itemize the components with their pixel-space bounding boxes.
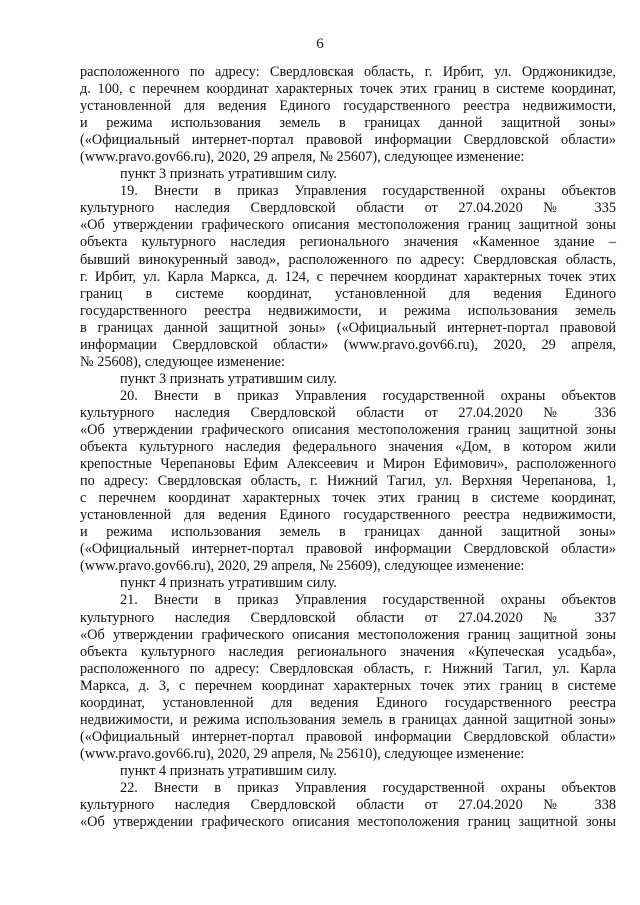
text-line: «Об утверждении графического описания местоположения границ защитной зоны: [80, 421, 616, 438]
text-line: расположенного по адресу: Свердловская область, г. Ирбит, ул. Орджоникидзе,: [80, 64, 616, 80]
document-body: [80, 64, 616, 831]
text-line: информации Свердловской области» (www.pravo.gov66.ru), 2020, 29 апреля,: [80, 336, 616, 353]
text-line: по адресу: Свердловская область, г. Нижний Тагил, ул. Верхняя Черепанова, 1,: [80, 473, 616, 490]
text-line: координат, установленной для ведения Единого государственного реестра: [80, 694, 616, 711]
text-line: 19. Внести в приказ Управления государственной охраны объектов: [120, 183, 616, 200]
text-line: пункт 3 признать утратившим силу.: [120, 370, 337, 387]
text-line: с перечнем координат характерных точек этих границ в системе координат,: [80, 490, 616, 507]
text-line: установленной для ведения Единого государственного реестра недвижимости,: [80, 507, 616, 524]
text-line: Маркса, д. 3, с перечнем координат характерных точек этих границ в системе: [80, 677, 616, 694]
text-line: культурного наследия Свердловской области от 27.04.2020 № 337: [80, 609, 616, 626]
text-line: границ в системе координат, установленной для ведения Единого: [80, 285, 616, 302]
text-line: крепостные Черепановы Ефим Алексеевич и Мирон Ефимович», расположенного: [80, 456, 616, 473]
text-line: (www.pravo.gov66.ru), 2020, 29 апреля, № 25609), следующее изменение:: [80, 558, 525, 575]
text-line: г. Ирбит, ул. Карла Маркса, д. 124, с перечнем координат характерных точек этих: [80, 268, 616, 285]
text-line: д. 100, с перечнем координат характерных точек этих границ в системе координат,: [80, 81, 616, 98]
text-line: пункт 4 признать утратившим силу.: [120, 762, 337, 779]
text-line: пункт 4 признать утратившим силу.: [120, 575, 337, 592]
text-line: культурного наследия Свердловской области от 27.04.2020 № 338: [80, 797, 616, 814]
text-line: 21. Внести в приказ Управления государственной охраны объектов: [120, 592, 616, 609]
text-line: бывший винокуренный завод», расположенного по адресу: Свердловская область,: [80, 251, 616, 268]
text-line: государственного реестра недвижимости, и режима использования земель: [80, 302, 616, 319]
text-line: недвижимости, и режима использования земель в границах данной защитной зоны»: [80, 711, 616, 728]
text-line: культурного наследия Свердловской области от 27.04.2020 № 335: [80, 200, 616, 217]
text-line: культурного наследия Свердловской области от 27.04.2020 № 336: [80, 404, 616, 421]
text-line: объекта культурного наследия федерального значения «Дом, в котором жили: [80, 439, 616, 456]
text-line: расположенного по адресу: Свердловская область, г. Нижний Тагил, ул. Карла: [80, 660, 616, 677]
text-line: 22. Внести в приказ Управления государственной охраны объектов: [120, 779, 616, 796]
text-line: (www.pravo.gov66.ru), 2020, 29 апреля, № 25610), следующее изменение:: [80, 745, 525, 762]
text-line: установленной для ведения Единого государственного реестра недвижимости,: [80, 98, 616, 115]
text-line: (www.pravo.gov66.ru), 2020, 29 апреля, № 25607), следующее изменение:: [80, 149, 525, 166]
text-line: («Официальный интернет-портал правовой информации Свердловской области»: [80, 541, 616, 558]
text-line: 20. Внести в приказ Управления государственной охраны объектов: [120, 387, 616, 404]
text-line: и режима использования земель в границах данной защитной зоны»: [80, 115, 616, 132]
text-line: «Об утверждении графического описания местоположения границ защитной зоны: [80, 626, 616, 643]
text-line: в границах данной защитной зоны» («Официальный интернет-портал правовой: [80, 319, 616, 336]
text-line: объекта культурного наследия регионального значения «Купеческая усадьба»,: [80, 643, 616, 660]
text-line: пункт 3 признать утратившим силу.: [120, 166, 337, 183]
text-line: «Об утверждении графического описания местоположения границ защитной зоны: [80, 217, 616, 234]
text-line: «Об утверждении графического описания местоположения границ защитной зоны: [80, 814, 616, 831]
text-line: № 25608), следующее изменение:: [80, 353, 285, 370]
text-line: («Официальный интернет-портал правовой информации Свердловской области»: [80, 132, 616, 149]
text-line: («Официальный интернет-портал правовой информации Свердловской области»: [80, 728, 616, 745]
text-line: и режима использования земель в границах данной защитной зоны»: [80, 524, 616, 541]
text-line: объекта культурного наследия регионального значения «Каменное здание –: [80, 234, 616, 251]
page-number: 6: [316, 36, 324, 52]
